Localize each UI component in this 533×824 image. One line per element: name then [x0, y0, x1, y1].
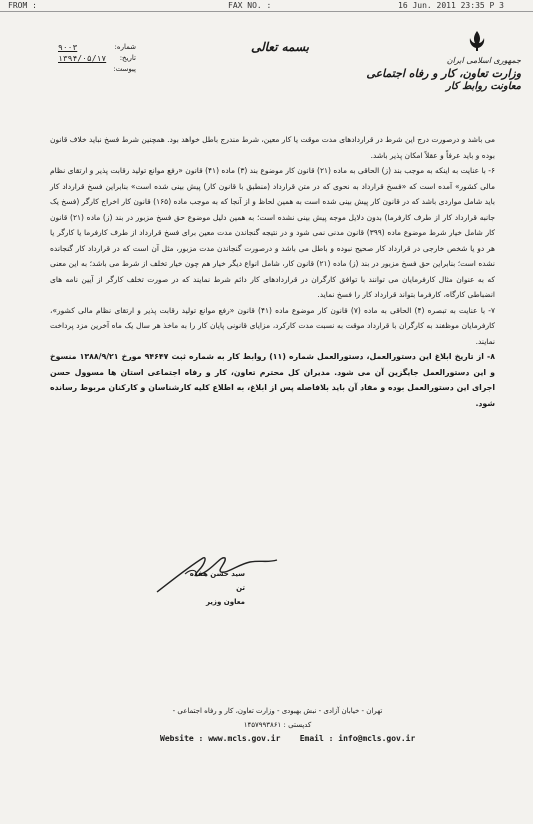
meta-number-row	[58, 42, 136, 53]
meta-number-label: شماره:	[114, 43, 136, 51]
bismillah-heading: بسمه تعالی	[250, 40, 310, 54]
org-country: جمهوری اسلامی ایران	[446, 56, 521, 65]
org-deputy: معاونت روابط کار	[446, 81, 521, 92]
org-ministry: وزارت تعاون، کار و رفاه اجتماعی	[366, 67, 521, 80]
fax-date-time: 16 Jun. 2011 23:35 P 3	[398, 1, 504, 10]
signatory-title: معاون وزیر	[205, 598, 245, 606]
meta-date-row	[58, 53, 136, 64]
organization-letterhead	[366, 54, 521, 93]
meta-attachment-row	[58, 64, 136, 75]
email-link[interactable]: info@mcls.gov.ir	[338, 734, 416, 743]
footer-address: تهران - خیابان آزادی - نبش بهبودی - وزارت تعاون، کار و رفاه اجتماعی - کدپستی : ۱۴۵۷۹۹۳۸۶۱	[172, 707, 383, 729]
fax-number: FAX NO. :	[228, 1, 272, 10]
letter-footer	[160, 704, 416, 746]
footer-contact	[160, 732, 416, 746]
website-link[interactable]: www.mcls.gov.ir	[208, 734, 281, 743]
fax-header-divider	[0, 11, 533, 12]
signature-block	[185, 567, 245, 609]
email-label: Email :	[299, 734, 334, 743]
paragraph-continuation: می باشد و درصورت درج این شرط در قراردادهای مدت موقت یا کار معین، شرط مندرج باطل خواهد بود. همچنین شرط فسخ نباید خلاف قانون بوده و باید عرفاً و عقلاً امکان پذیر باشد.	[50, 135, 495, 160]
letter-body	[50, 132, 495, 411]
paragraph-item-7: ۷- با عنایت به تبصره (۴) الحاقی به ماده (۷) قانون کار موضوع ماده (۴۱) قانون «رفع موانع تولید رقابت پذیر و ارتقای نظام مالی کشور»، کارفرمایان موظفند به کارگران با قرارداد موقت به نسبت مدت کارکرد، مزایای قانونی پایان کار را به ماخذ هر سال یک ماه آخرین مزد پرداخت نمایند.	[50, 305, 495, 346]
fax-from: FROM :	[8, 1, 37, 10]
letter-meta	[58, 42, 136, 75]
meta-date-value: ۱۳۹۴/۰۵/۱۷	[58, 54, 107, 63]
iran-emblem-icon	[467, 30, 487, 52]
meta-attachment-label: پیوست:	[113, 65, 136, 73]
meta-number-value: ۹۰۰۳	[58, 43, 78, 52]
website-label: Website :	[160, 734, 204, 743]
meta-date-label: تاریخ:	[119, 54, 136, 62]
paragraph-item-6: ۶- با عنایت به اینکه به موجب بند (ز) الحاقی به ماده (۲۱) قانون کار موضوع بند (۳) ماده (۴۱) قانون «رفع موانع تولید رقابت پذیر و ارتقای نظام مالی کشور» آمده است که «فسخ قرارداد به نحوی که در متن قرارداد (منطبق با قانون کار) پیش بینی شده است» بنابراین فسخ قرارداد کار باید شامل مواردی باشد که در قانون کار پیش بینی شده است به همین لحاظ و از آنجا که به موجب ماده (۱۶۵) قانون کار اخراج کارگر (فسخ یک جانبه قرارداد کار از طرف کارفرما) بدون دلایل موجه پیش بینی نشده است؛ به همین دلیل موضوع حق فسخ مزبور در بند (ز) ماده (۲۱) قانون کار شامل خیار شرط موضوع ماده (۳۹۹) قانون مدنی نمی شود و در نتیجه گنجاندن مدت معین برای فسخ قرارداد از طرف کارفرما یا کارگر یا هر دو یا شخص خارجی در قرارداد کار صحیح نبوده و باطل می باشد و درصورت گنجاندن مدت مزبور، مثل آن است که در قرارداد کار گنجانده نشده است؛ بنابراین حق فسخ مزبور در بند (ز) ماده (۲۱) قانون کار، شامل انواع دیگر خیار هم چون خیار تخلف از شرط می باشد؛ به این معنی که به عنوان مثال کارفرمایان می توانند با توافق کارگران در قراردادهای کار دائم شرط نمایند که در صورت تخلف کارگر از آیین نامه های انضباطی کارگاه، کارفرما بتواند قرارداد کار را فسخ نماید.	[50, 166, 496, 299]
signatory-name: سید حسن هفده تن	[189, 570, 245, 592]
paragraph-item-8: ۸- از تاریخ ابلاغ این دستورالعمل، دستورالعمل شماره (۱۱) روابط کار به شماره ثبت ۹۴۶۴۷ مورخ ۱۳۸۸/۹/۲۱ منسوخ و این دستورالعمل جایگزین آن می شود. مدیران کل محترم تعاون، کار و رفاه اجتماعی استان ها مسوول حسن اجرای این دستورالعمل بوده و مفاد آن باید بلافاصله پس از ابلاغ، به اطلاع کلیه کارشناسان و کارکنان مربوط رسانده شود.	[50, 352, 495, 408]
